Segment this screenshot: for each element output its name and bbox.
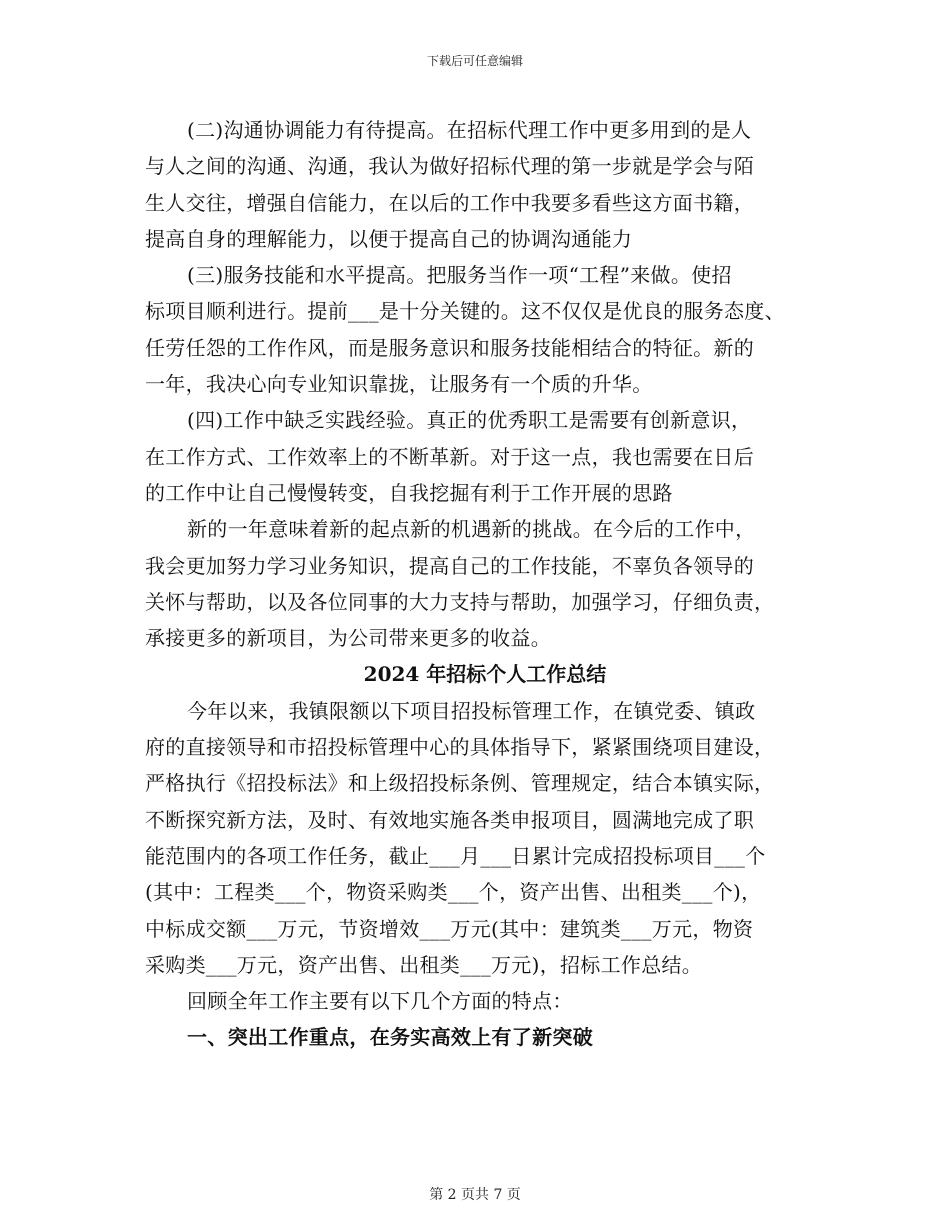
- document-body: [145, 112, 825, 1056]
- section-title: 2024 年招标个人工作总结: [363, 662, 607, 687]
- text-line: 标项目顺利进行。提前___是十分关键的。这不仅仅是优良的服务态度、: [145, 299, 785, 324]
- text-line: (二)沟通协调能力有待提高。在招标代理工作中更多用到的是人: [187, 118, 752, 142]
- text-line: 能范围内的各项工作任务，截止___月___日累计完成招投标项目___个: [145, 843, 766, 868]
- text-line: 回顾全年工作主要有以下几个方面的特点：: [187, 989, 573, 1014]
- text-line: 的工作中让自己慢慢转变，自我挖掘有利于工作开展的思路: [145, 480, 673, 505]
- paragraph-block-1: [145, 112, 825, 656]
- text-line: (四)工作中缺乏实践经验。真正的优秀职工是需要有创新意识，: [187, 408, 752, 433]
- page-header: 下载后可任意编辑: [426, 54, 523, 68]
- text-line: 提高自身的理解能力，以便于提高自己的协调沟通能力: [145, 226, 633, 251]
- text-line: 一年，我决心向专业知识靠拢，让服务有一个质的升华。: [145, 372, 653, 397]
- text-line: 今年以来，我镇限额以下项目招投标管理工作，在镇党委、镇政: [187, 698, 756, 723]
- text-line: 在工作方式、工作效率上的不断革新。对于这一点，我也需要在日后: [145, 444, 754, 469]
- text-line: 我会更加努力学习业务知识，提高自己的工作技能，不辜负各领导的: [145, 553, 754, 578]
- text-line: 关怀与帮助，以及各位同事的大力支持与帮助，加强学习，仔细负责，: [145, 589, 775, 614]
- text-line: (三)服务技能和水平提高。把服务当作一项“工程”来做。使招: [187, 263, 732, 288]
- text-line: 府的直接领导和市招投标管理中心的具体指导下，紧紧围绕项目建设，: [145, 735, 775, 760]
- text-line: 采购类___万元，资产出售、出租类___万元)，招标工作总结。: [145, 952, 703, 977]
- text-line: 严格执行《招投标法》和上级招投标条例、管理规定，结合本镇实际，: [145, 771, 775, 796]
- text-line: (其中：工程类___个，物资采购类___个，资产出售、出租类___个)，: [145, 880, 762, 905]
- text-line: 承接更多的新项目，为公司带来更多的收益。: [145, 626, 551, 651]
- text-line: 新的一年意味着新的起点新的机遇新的挑战。在今后的工作中，: [187, 517, 756, 542]
- paragraph-block-2: [145, 693, 825, 1020]
- text-line: 生人交往，增强自信能力，在以后的工作中我要多看些这方面书籍，: [145, 190, 754, 215]
- text-line: 中标成交额___万元，节资增效___万元(其中：建筑类___万元，物资: [145, 916, 754, 941]
- text-line: 任劳任怨的工作作风，而是服务意识和服务技能相结合的特征。新的: [145, 335, 754, 360]
- page-footer: 第 2 页共 7 页: [429, 1187, 521, 1203]
- subheading: 一、突出工作重点，在务实高效上有了新突破: [187, 1025, 593, 1050]
- text-line: 不断探究新方法，及时、有效地实施各类申报项目，圆满地完成了职: [145, 807, 754, 832]
- text-line: 与人之间的沟通、沟通，我认为做好招标代理的第一步就是学会与陌: [145, 154, 754, 179]
